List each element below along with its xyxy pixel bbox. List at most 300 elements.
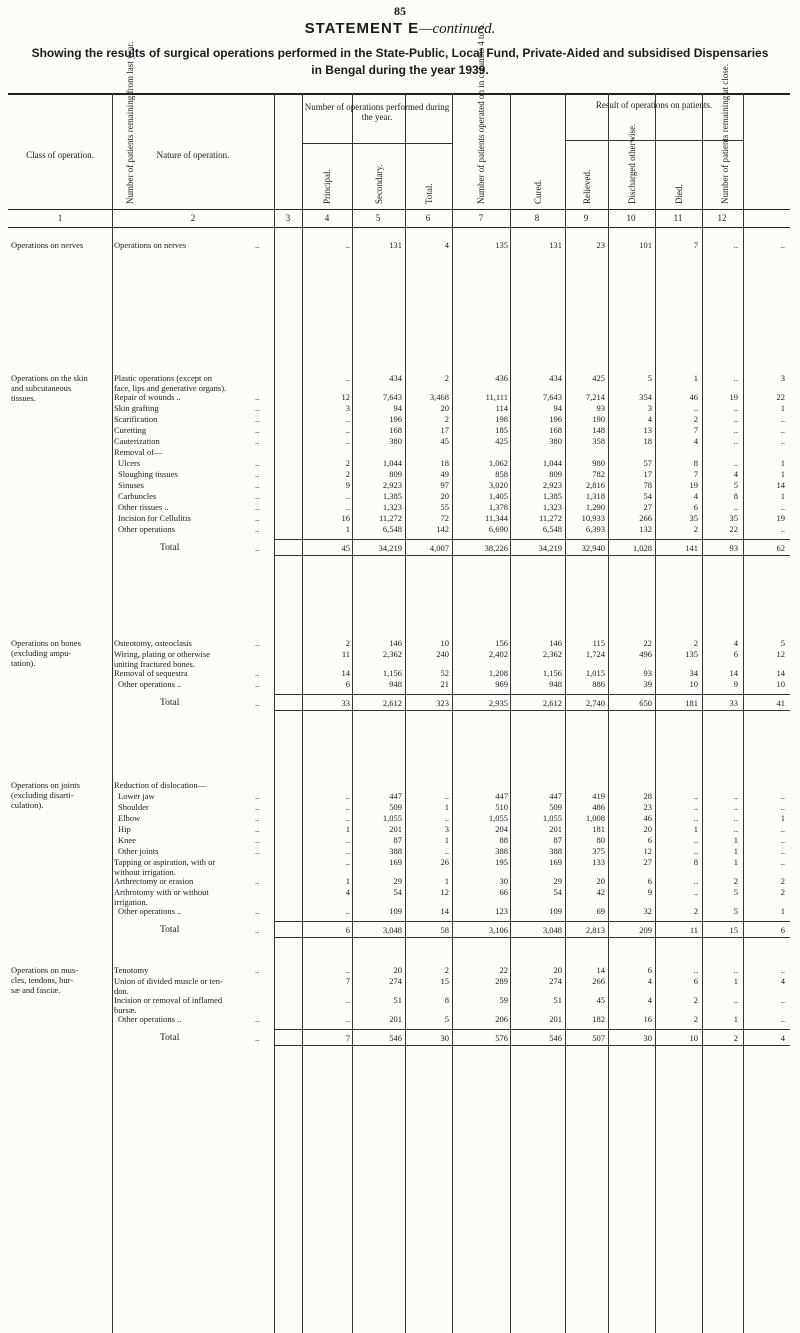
- cell-value: ..: [780, 791, 785, 801]
- total-bottom-rule: [274, 555, 790, 556]
- discharged-otherwise-header: Discharged otherwise.: [626, 123, 637, 204]
- leader-dots: ..: [255, 436, 260, 446]
- cell-value: 2: [693, 638, 698, 648]
- cell-value: 57: [643, 458, 652, 468]
- statement-name: STATEMENT E: [304, 20, 420, 37]
- cell-value: 156: [495, 638, 508, 648]
- cell-value: 1,062: [488, 458, 508, 468]
- operation-label: Other operations ..: [118, 906, 182, 916]
- cell-value: 4: [647, 976, 652, 986]
- operation-label: Tenotomy: [114, 965, 149, 975]
- cell-value: 131: [389, 240, 402, 250]
- patients-operated-header: Number of patients operated on in columns 4 to 6.: [476, 23, 486, 204]
- operation-label: Removal of—: [114, 447, 163, 457]
- cell-value: 135: [495, 240, 508, 250]
- leader-dots: ..: [255, 638, 260, 648]
- cell-value: 22: [643, 638, 652, 648]
- cell-value: 1,385: [542, 491, 562, 501]
- cell-value: 20: [440, 403, 449, 413]
- cell-value: 274: [549, 976, 562, 986]
- cell-value: 240: [436, 649, 449, 659]
- cell-value: 1: [693, 373, 698, 383]
- operation-label: Removal of sequestra: [114, 668, 188, 678]
- cell-value: 8: [693, 857, 698, 867]
- performed-group-rule: [302, 143, 452, 144]
- total-value: 33: [729, 698, 738, 708]
- cell-value: ..: [780, 857, 785, 867]
- total-bottom-rule: [274, 1045, 790, 1046]
- cell-value: ..: [733, 965, 738, 975]
- cell-value: 185: [495, 425, 508, 435]
- total-value: 3,048: [542, 925, 562, 935]
- cell-value: 266: [592, 976, 605, 986]
- operation-label: face, lips and generative organs).: [114, 383, 227, 393]
- cell-value: 51: [393, 995, 402, 1005]
- principal-header: Principal.: [322, 169, 332, 204]
- column-number: 1: [57, 213, 63, 223]
- cell-value: 168: [389, 425, 402, 435]
- leader-dots: ..: [255, 965, 260, 975]
- column-number: 5: [375, 213, 381, 223]
- total-value: 4: [780, 1033, 785, 1043]
- cell-value: 289: [495, 976, 508, 986]
- total-value: 2,612: [542, 698, 562, 708]
- operation-label: Lower jaw: [118, 791, 155, 801]
- cell-value: ..: [345, 802, 350, 812]
- cell-value: 52: [440, 668, 449, 678]
- cell-value: 45: [596, 995, 605, 1005]
- cell-value: 10,933: [581, 513, 605, 523]
- cell-value: 7: [693, 469, 698, 479]
- total-value: 650: [639, 698, 652, 708]
- cell-value: 46: [689, 392, 698, 402]
- operations-performed-header: Number of operations performed during the year.: [304, 102, 450, 122]
- cell-value: 1,044: [382, 458, 402, 468]
- operation-label: Ulcers: [118, 458, 141, 468]
- total-value: 10: [689, 1033, 698, 1043]
- column-rule: [510, 93, 511, 1333]
- cell-value: ..: [780, 965, 785, 975]
- result-group-rule: [565, 140, 743, 141]
- cell-value: 45: [440, 436, 449, 446]
- cell-value: 146: [549, 638, 562, 648]
- cell-value: 969: [495, 679, 508, 689]
- cell-value: 16: [643, 1014, 652, 1024]
- operation-label: Union of divided muscle or ten-: [114, 976, 223, 986]
- cell-value: 169: [389, 857, 402, 867]
- cell-value: ..: [444, 813, 449, 823]
- cell-value: 886: [592, 679, 605, 689]
- cell-value: 1,055: [542, 813, 562, 823]
- leader-dots: ..: [255, 846, 260, 856]
- column-rule: [452, 93, 453, 1333]
- total-value: 209: [639, 925, 652, 935]
- cell-value: 7,643: [542, 392, 562, 402]
- total-top-rule: [274, 539, 790, 540]
- cell-value: 46: [643, 813, 652, 823]
- operation-label: Tapping or aspiration, with or: [114, 857, 216, 867]
- cell-value: 5: [733, 480, 738, 490]
- cell-value: ..: [780, 835, 785, 845]
- cell-value: 195: [495, 857, 508, 867]
- cell-value: 168: [549, 425, 562, 435]
- cell-value: 78: [643, 480, 652, 490]
- leader-dots: ..: [255, 524, 260, 534]
- cell-value: 2: [780, 876, 785, 886]
- subtitle-line-2: in Bengal during the year 1939.: [311, 63, 489, 77]
- cell-value: ..: [733, 502, 738, 512]
- cell-value: 380: [549, 436, 562, 446]
- total-label: Total: [160, 543, 180, 553]
- cell-value: 7: [693, 240, 698, 250]
- cell-value: 22: [499, 965, 508, 975]
- leader-dots: ..: [255, 791, 260, 801]
- cell-value: 1: [733, 835, 738, 845]
- cell-value: 59: [499, 995, 508, 1005]
- cell-value: 2,923: [382, 480, 402, 490]
- operation-label: Curetting: [114, 425, 147, 435]
- cell-value: 22: [729, 524, 738, 534]
- cell-value: 14: [596, 965, 605, 975]
- cell-value: 135: [685, 649, 698, 659]
- total-label: Total: [160, 698, 180, 708]
- cell-value: 20: [393, 965, 402, 975]
- column-number: 10: [626, 213, 636, 223]
- cell-value: ..: [733, 813, 738, 823]
- cell-value: 20: [440, 491, 449, 501]
- cell-value: 380: [389, 436, 402, 446]
- cell-value: 17: [440, 425, 449, 435]
- cell-value: ..: [733, 458, 738, 468]
- cell-value: 7,643: [382, 392, 402, 402]
- cell-value: 146: [389, 638, 402, 648]
- total-value: 3,106: [488, 925, 508, 935]
- cell-value: 1: [733, 857, 738, 867]
- cell-value: ..: [345, 373, 350, 383]
- total-value: 11: [689, 925, 698, 935]
- leader-dots: ..: [255, 491, 260, 501]
- total-bottom-rule: [274, 710, 790, 711]
- total-value: 45: [341, 543, 350, 553]
- cell-value: 39: [643, 679, 652, 689]
- total-value: 32,940: [581, 543, 605, 553]
- cell-value: 69: [596, 906, 605, 916]
- operation-label: Skin grafting: [114, 403, 159, 413]
- leader-dots: ..: [255, 668, 260, 678]
- cell-value: 388: [495, 846, 508, 856]
- column-number: 9: [583, 213, 589, 223]
- cell-value: 1,208: [488, 668, 508, 678]
- cell-value: 2: [444, 414, 449, 424]
- cell-value: 1: [444, 802, 449, 812]
- died-header: Died.: [673, 184, 684, 204]
- cell-value: 7: [693, 425, 698, 435]
- cell-value: 28: [643, 791, 652, 801]
- cell-value: 2,362: [542, 649, 562, 659]
- cell-value: ..: [693, 846, 698, 856]
- cell-value: 1: [444, 835, 449, 845]
- page-number: 85: [394, 4, 406, 18]
- cell-value: ..: [780, 524, 785, 534]
- class-label: tation).: [11, 658, 36, 668]
- cell-value: 169: [549, 857, 562, 867]
- cell-value: 425: [592, 373, 605, 383]
- cell-value: 109: [549, 906, 562, 916]
- cell-value: 434: [549, 373, 562, 383]
- cell-value: 6,548: [382, 524, 402, 534]
- total-value: 58: [440, 925, 449, 935]
- cell-value: 29: [553, 876, 562, 886]
- cell-value: ..: [345, 1014, 350, 1024]
- class-label: Operations on the skin: [11, 373, 88, 383]
- total-value: 507: [592, 1033, 605, 1043]
- cell-value: 1,405: [488, 491, 508, 501]
- cell-value: 4: [345, 887, 350, 897]
- total-value: 323: [436, 698, 449, 708]
- total-value: 41: [776, 698, 785, 708]
- cell-value: 1: [345, 524, 350, 534]
- cell-value: 14: [729, 668, 738, 678]
- cell-value: 447: [389, 791, 402, 801]
- cell-value: 5: [780, 638, 785, 648]
- cell-value: 101: [639, 240, 652, 250]
- cell-value: 1,015: [585, 668, 605, 678]
- cell-value: 19: [729, 392, 738, 402]
- leader-dots: ..: [255, 802, 260, 812]
- cell-value: ..: [733, 436, 738, 446]
- cell-value: 375: [592, 846, 605, 856]
- cell-value: 2: [444, 373, 449, 383]
- cell-value: 6: [345, 679, 350, 689]
- total-value: 30: [440, 1033, 449, 1043]
- total-top-rule: [274, 1029, 790, 1030]
- cell-value: ..: [345, 835, 350, 845]
- cell-value: 1: [693, 824, 698, 834]
- operation-label: Plastic operations (except on: [114, 373, 212, 383]
- cell-value: 1,378: [488, 502, 508, 512]
- cell-value: 447: [495, 791, 508, 801]
- cell-value: ..: [780, 240, 785, 250]
- cell-value: 3: [345, 403, 350, 413]
- cell-value: ..: [345, 906, 350, 916]
- cell-value: 3: [647, 403, 652, 413]
- cell-value: ..: [345, 240, 350, 250]
- cell-value: 809: [389, 469, 402, 479]
- cell-value: 1: [444, 876, 449, 886]
- total-label: Total: [160, 925, 180, 935]
- leader-dots: ..: [255, 414, 260, 424]
- cell-value: 14: [776, 480, 785, 490]
- total-top-rule: [274, 694, 790, 695]
- cell-value: 9: [733, 679, 738, 689]
- operation-label: Elbow: [118, 813, 141, 823]
- cell-value: 131: [549, 240, 562, 250]
- cell-value: ..: [693, 791, 698, 801]
- cell-value: ..: [693, 813, 698, 823]
- cell-value: 148: [592, 425, 605, 435]
- cell-value: ..: [780, 846, 785, 856]
- operation-label: don.: [114, 986, 129, 996]
- column-rule: [274, 93, 275, 1333]
- cell-value: ..: [345, 857, 350, 867]
- leader-dots: ..: [255, 925, 260, 935]
- cell-value: 2: [693, 414, 698, 424]
- total-value: 141: [685, 543, 698, 553]
- class-of-operation-header: Class of operation.: [26, 150, 94, 160]
- cell-value: 13: [643, 425, 652, 435]
- cell-value: 3,468: [429, 392, 449, 402]
- cell-value: 3,020: [488, 480, 508, 490]
- total-value: 62: [776, 543, 785, 553]
- cell-value: 80: [596, 835, 605, 845]
- subtitle-line-1: Showing the results of surgical operations performed in the State-Public, Local Fund, Private-Aided and subsidised Dispensaries: [31, 46, 769, 60]
- cell-value: ..: [345, 846, 350, 856]
- class-label: Operations on joints: [11, 780, 80, 790]
- cell-value: 509: [549, 802, 562, 812]
- cell-value: 11,344: [484, 513, 508, 523]
- cell-value: ..: [733, 403, 738, 413]
- cell-value: 97: [440, 480, 449, 490]
- cell-value: 133: [592, 857, 605, 867]
- cell-value: 18: [643, 436, 652, 446]
- cell-value: 6: [693, 502, 698, 512]
- total-value: 6: [780, 925, 785, 935]
- cell-value: 14: [341, 668, 350, 678]
- cell-value: 87: [553, 835, 562, 845]
- column-number: 12: [717, 213, 727, 223]
- total-value: 7: [345, 1033, 350, 1043]
- secondary-header: Secondary.: [373, 164, 384, 204]
- operation-label: irrigation.: [114, 897, 148, 907]
- cell-value: 196: [389, 414, 402, 424]
- total-value: 93: [729, 543, 738, 553]
- cell-value: 19: [689, 480, 698, 490]
- total-header: Total.: [423, 183, 434, 204]
- operation-label: Sloughing tissues: [118, 469, 178, 479]
- cell-value: 15: [440, 976, 449, 986]
- cell-value: 6,393: [585, 524, 605, 534]
- cell-value: ..: [780, 802, 785, 812]
- cell-value: 1,055: [488, 813, 508, 823]
- cell-value: ..: [733, 791, 738, 801]
- remaining-from-last-year-header: Number of patients remaining from last year.: [125, 41, 135, 204]
- cell-value: 94: [553, 403, 562, 413]
- cell-value: 4: [693, 436, 698, 446]
- cell-value: 1,318: [585, 491, 605, 501]
- operation-label: Operations on nerves: [114, 240, 187, 250]
- cell-value: 809: [549, 469, 562, 479]
- cell-value: 1,323: [542, 502, 562, 512]
- cell-value: 10: [776, 679, 785, 689]
- cell-value: 23: [643, 802, 652, 812]
- total-value: 2,813: [585, 925, 605, 935]
- column-rule: [608, 93, 609, 1333]
- operation-label: Repair of wounds ..: [114, 392, 181, 402]
- cell-value: 6,690: [488, 524, 508, 534]
- operation-label: uniting fractured bones.: [114, 659, 195, 669]
- cell-value: 5: [647, 373, 652, 383]
- cell-value: ..: [733, 240, 738, 250]
- cell-value: 7,214: [585, 392, 605, 402]
- leader-dots: ..: [255, 906, 260, 916]
- cell-value: 5: [444, 1014, 449, 1024]
- leader-dots: ..: [255, 513, 260, 523]
- leader-dots: ..: [255, 392, 260, 402]
- cell-value: ..: [345, 995, 350, 1005]
- operation-label: Arthrotomy with or without: [114, 887, 209, 897]
- cell-value: 87: [393, 835, 402, 845]
- cell-value: 20: [643, 824, 652, 834]
- cell-value: ..: [693, 802, 698, 812]
- cell-value: 6: [647, 965, 652, 975]
- cell-value: 10: [689, 679, 698, 689]
- cell-value: 10: [440, 638, 449, 648]
- cell-value: 22: [776, 392, 785, 402]
- cell-value: 6: [647, 835, 652, 845]
- cell-value: ..: [780, 824, 785, 834]
- total-value: 2: [733, 1033, 738, 1043]
- cell-value: 266: [639, 513, 652, 523]
- operation-label: Incision or removal of inflamed: [114, 995, 223, 1005]
- nature-of-operation-header: Nature of operation.: [156, 150, 230, 160]
- cell-value: ..: [345, 791, 350, 801]
- cell-value: ..: [345, 502, 350, 512]
- cell-value: 8: [733, 491, 738, 501]
- cell-value: 2: [780, 887, 785, 897]
- cell-value: ..: [345, 491, 350, 501]
- cell-value: 980: [592, 458, 605, 468]
- class-label: Operations on bones: [11, 638, 81, 648]
- cured-header: Cured.: [532, 179, 543, 204]
- operation-label: Arthrectomy or erasion: [114, 876, 194, 886]
- cell-value: 6: [693, 976, 698, 986]
- cell-value: 2,402: [488, 649, 508, 659]
- cell-value: ..: [733, 824, 738, 834]
- operation-label: Wiring, plating or otherwise: [114, 649, 210, 659]
- cell-value: 1,290: [585, 502, 605, 512]
- leader-dots: ..: [255, 679, 260, 689]
- leader-dots: ..: [255, 824, 260, 834]
- cell-value: 2: [444, 965, 449, 975]
- cell-value: ..: [780, 995, 785, 1005]
- operation-label: without irrigation.: [114, 867, 176, 877]
- column-number: 7: [478, 213, 484, 223]
- cell-value: 32: [643, 906, 652, 916]
- operation-label: Carbuncles: [118, 491, 157, 501]
- cell-value: 27: [643, 502, 652, 512]
- leader-dots: ..: [255, 425, 260, 435]
- operation-label: Other operations ..: [118, 1014, 182, 1024]
- class-label: (excluding disarti-: [11, 790, 74, 800]
- cell-value: 49: [440, 469, 449, 479]
- total-label: Total: [160, 1033, 180, 1043]
- cell-value: 93: [596, 403, 605, 413]
- cell-value: 1: [780, 469, 785, 479]
- cell-value: 201: [549, 1014, 562, 1024]
- cell-value: 26: [440, 857, 449, 867]
- cell-value: 358: [592, 436, 605, 446]
- cell-value: ..: [345, 965, 350, 975]
- cell-value: ..: [780, 436, 785, 446]
- cell-value: 16: [341, 513, 350, 523]
- cell-value: 206: [495, 1014, 508, 1024]
- cell-value: 34: [689, 668, 698, 678]
- cell-value: 2: [693, 995, 698, 1005]
- cell-value: 3: [444, 824, 449, 834]
- relieved-header: Relieved.: [581, 169, 592, 204]
- total-value: 1,028: [632, 543, 652, 553]
- cell-value: 434: [389, 373, 402, 383]
